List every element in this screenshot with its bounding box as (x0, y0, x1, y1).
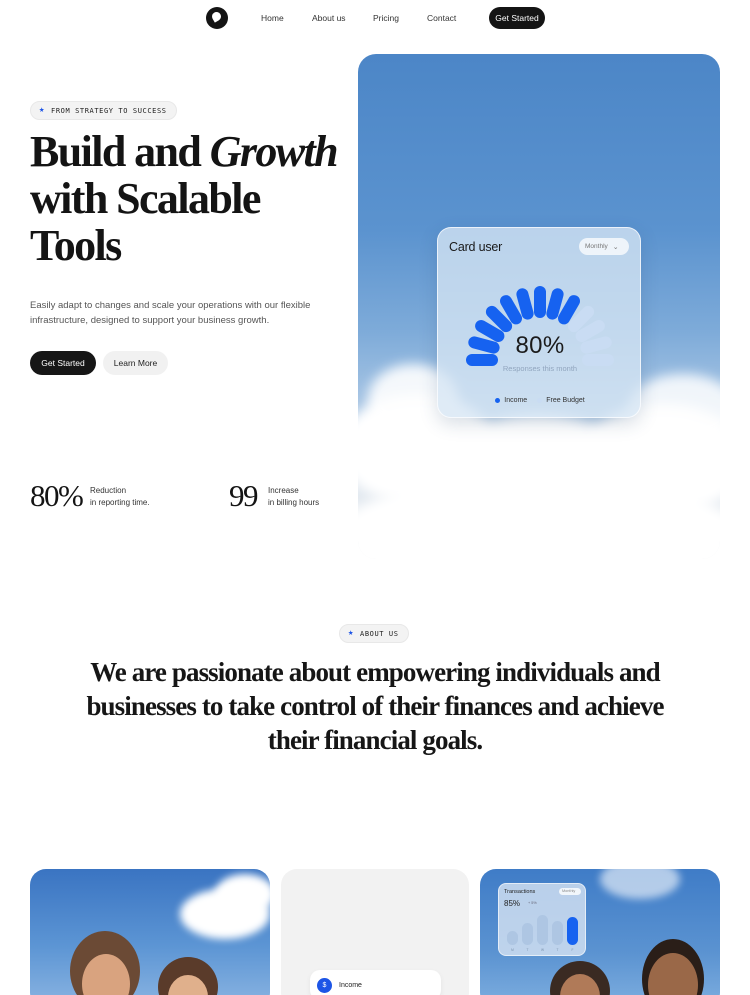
hero-title-part1: Build and (30, 127, 210, 176)
income-pill (310, 970, 441, 995)
legend-dot (537, 398, 542, 403)
progress-gauge (438, 268, 642, 378)
card-user-widget (437, 227, 641, 418)
feature-card-transactions (480, 869, 720, 995)
hero-title-italic: Growth (209, 127, 338, 176)
gauge-value: 80% (515, 332, 565, 359)
transactions-bar-label: T (556, 948, 559, 952)
transactions-value: 85% (504, 899, 521, 908)
about-badge-label: ABOUT US (360, 629, 399, 638)
gauge-segment (564, 301, 574, 318)
transactions-bar (522, 923, 533, 945)
chevron-down-icon: ⌄ (612, 243, 619, 251)
stat-value-increase: 99 (229, 478, 257, 513)
transactions-bar (567, 917, 578, 945)
top-nav (0, 0, 750, 36)
nav-link-about[interactable]: About us (312, 13, 346, 23)
transactions-widget (498, 883, 586, 956)
brand-logo-icon[interactable] (206, 7, 228, 29)
gauge-segment (552, 294, 557, 313)
stat-label-line: Reduction (90, 486, 127, 495)
gauge-segment (522, 294, 527, 313)
stat-label-line: in reporting time. (90, 498, 150, 507)
transactions-bar (507, 931, 518, 945)
period-select[interactable] (579, 238, 629, 255)
transactions-period-select[interactable]: Monthly (559, 888, 581, 895)
legend-item-income (495, 397, 527, 404)
hero-description: Easily adapt to changes and scale your operations with our flexible infrastructure, designed to support your business growth. (30, 300, 311, 326)
income-label: Income (339, 981, 362, 989)
dollar-icon: $ (317, 978, 332, 993)
feature-card-people (30, 869, 270, 995)
transactions-delta: + 5% (528, 901, 537, 905)
transactions-bar (552, 921, 563, 945)
star-icon: ★ (348, 628, 355, 638)
about-heading: We are passionate about empowering individuals and businesses to take control of their finances and achieve their financial goals. (86, 657, 664, 755)
transactions-bar-label: F (571, 948, 574, 952)
nav-link-contact[interactable]: Contact (427, 13, 457, 23)
gauge-subtitle: Responses this month (502, 364, 578, 373)
stat-label-line: Increase (268, 486, 299, 495)
gauge-segment (492, 312, 506, 326)
gauge-segment (506, 301, 516, 318)
learn-more-button[interactable]: Learn More (103, 351, 168, 375)
transactions-bar (537, 915, 548, 945)
hero-badge-label: FROM STRATEGY TO SUCCESS (51, 106, 167, 115)
nav-link-pricing[interactable]: Pricing (373, 13, 399, 23)
gauge-segment (574, 312, 588, 326)
legend-label: Income (504, 397, 528, 404)
hero-badge (30, 101, 177, 120)
nav-link-home[interactable]: Home (261, 13, 284, 23)
stat-label-reduction (90, 485, 150, 509)
legend-item-free-budget (537, 397, 585, 404)
transactions-bar-label: T (526, 948, 529, 952)
get-started-button[interactable]: Get Started (30, 351, 96, 375)
card-title: Card user (449, 240, 503, 254)
stat-label-line: in billing hours (268, 498, 320, 507)
hero-title-part2: with Scalable Tools (30, 174, 260, 270)
transactions-bar-label: W (540, 948, 544, 952)
legend-label: Free Budget (546, 397, 585, 404)
transactions-bar-label: M (511, 948, 514, 952)
stat-label-increase (268, 485, 319, 509)
feature-card-income (281, 869, 469, 995)
period-select-value: Monthly (585, 243, 608, 250)
star-icon: ★ (39, 105, 46, 115)
legend-dot (495, 398, 500, 403)
hero-title (30, 128, 350, 269)
transactions-title: Transactions (504, 889, 536, 895)
about-badge (339, 624, 409, 643)
hero-sky-image (358, 54, 720, 559)
stat-value-reduction: 80% (30, 478, 83, 513)
gauge-legend (438, 397, 642, 404)
nav-get-started-button[interactable]: Get Started (489, 7, 545, 29)
